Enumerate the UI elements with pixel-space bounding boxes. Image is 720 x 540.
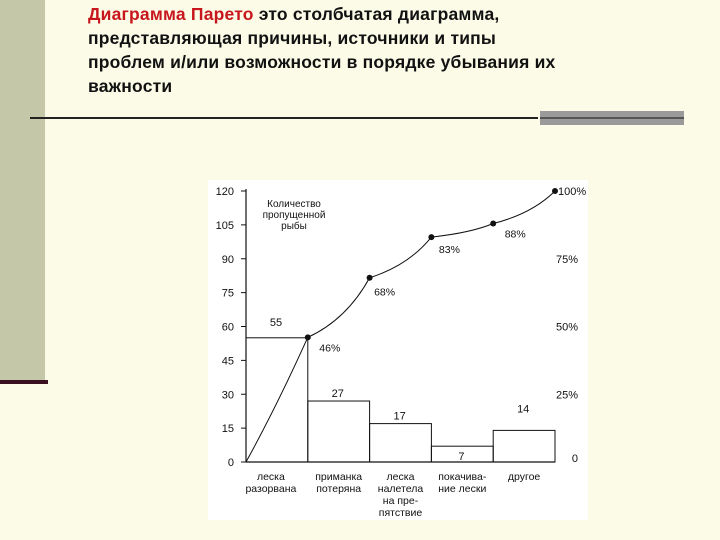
bar-value-label: 7 — [458, 451, 465, 464]
y-tick-label: 0 — [227, 457, 234, 469]
bar-value-label: 14 — [517, 403, 530, 416]
category-label: ние лески — [438, 483, 487, 495]
y-tick-label: 60 — [221, 321, 234, 334]
title-rest: это столбчатая диаграмма, представляющая причины, источники и типы проблем и/или возможности в порядке убывания их важности — [88, 4, 556, 96]
title-highlight: Диаграмма Парето — [88, 4, 254, 24]
bar — [370, 424, 432, 462]
cumulative-point — [552, 188, 558, 194]
cumulative-label: 46% — [319, 342, 341, 355]
y2-tick-label: 75% — [555, 253, 578, 266]
cumulative-point — [305, 334, 311, 340]
category-label: леска — [256, 471, 285, 483]
category-label: на пре- — [382, 495, 419, 507]
y-tick-label: 30 — [221, 389, 234, 402]
y-axis-title-line: рыбы — [281, 221, 307, 232]
y-tick-label: 75 — [221, 287, 234, 300]
bar — [308, 401, 370, 462]
cumulative-point — [367, 275, 373, 281]
cumulative-label: 88% — [504, 228, 526, 241]
y2-tick-label: 100% — [558, 186, 587, 198]
y2-tick-label: 0 — [571, 453, 578, 465]
cumulative-label: 83% — [438, 244, 460, 257]
y-tick-label: 45 — [221, 355, 234, 368]
category-label: пятствие — [378, 507, 423, 519]
cumulative-point — [490, 221, 496, 227]
category-label: покачива- — [438, 471, 487, 483]
bar-value-label: 27 — [331, 388, 344, 401]
y2-tick-label: 25% — [555, 389, 578, 402]
y-tick-label: 105 — [215, 219, 234, 232]
cumulative-point — [428, 234, 434, 240]
category-label: приманка — [315, 471, 363, 483]
y-axis-title-line: Количество — [267, 199, 321, 210]
y-tick-label: 120 — [215, 186, 234, 198]
bar-value-label: 17 — [393, 410, 406, 423]
y-tick-label: 90 — [221, 253, 234, 266]
y2-tick-label: 50% — [555, 321, 578, 334]
cumulative-label: 68% — [374, 286, 396, 299]
bar-value-label: 55 — [269, 316, 283, 329]
category-label: потеряна — [316, 483, 362, 495]
category-label: налетела — [377, 483, 424, 495]
y-tick-label: 15 — [221, 423, 234, 436]
bar — [246, 338, 308, 462]
category-label: леска — [386, 471, 415, 483]
category-label: разорвана — [245, 483, 297, 495]
bar — [493, 430, 555, 462]
category-label: другое — [507, 471, 541, 483]
y-axis-title-line: пропущенной — [262, 210, 326, 221]
